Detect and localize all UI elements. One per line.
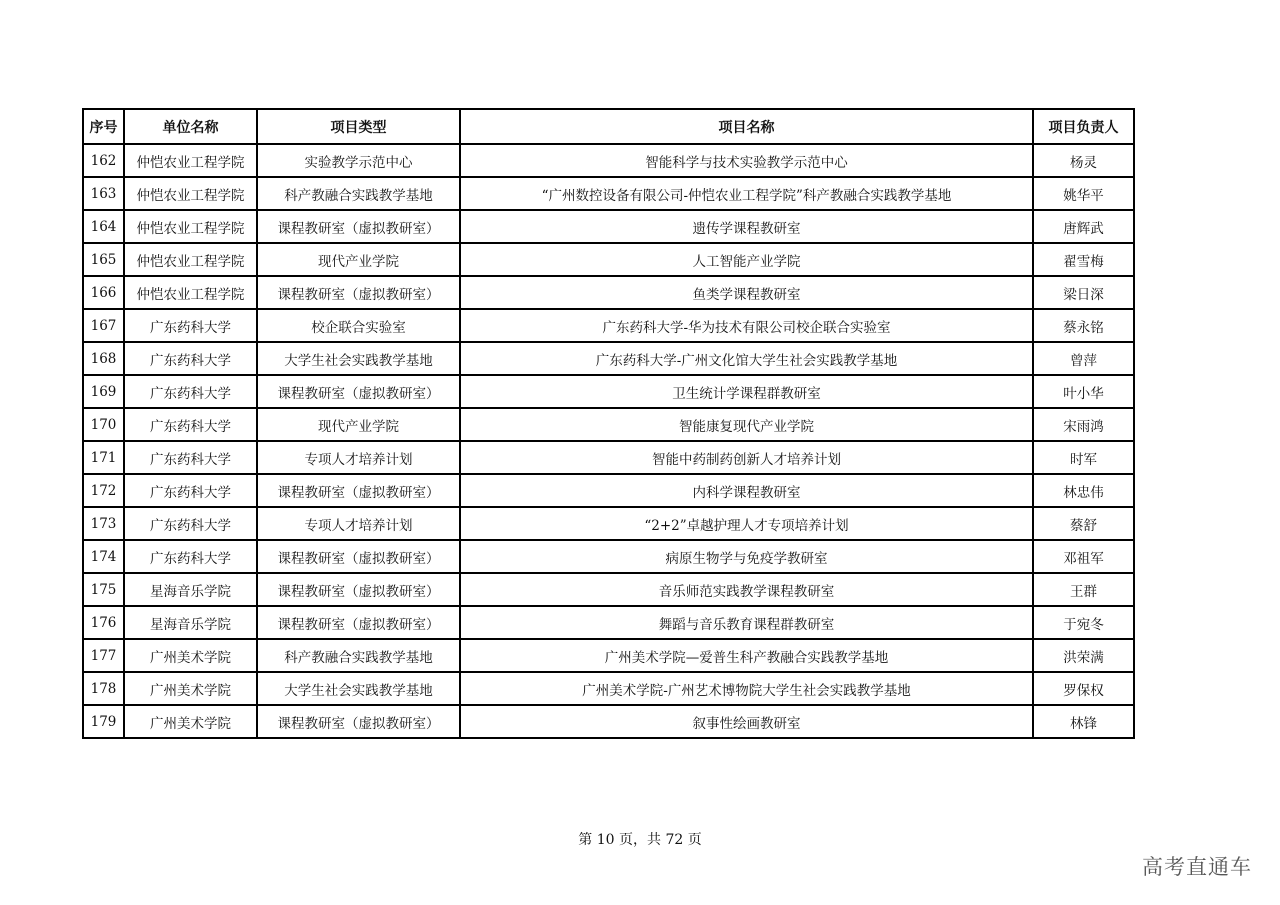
cell-project-leader: 唐辉武 xyxy=(1033,210,1134,243)
cell-project-leader: 翟雪梅 xyxy=(1033,243,1134,276)
cell-project-name: 人工智能产业学院 xyxy=(460,243,1033,276)
cell-unit-name: 广东药科大学 xyxy=(124,474,257,507)
cell-project-leader: 罗保权 xyxy=(1033,672,1134,705)
cell-project-name: 广东药科大学-华为技术有限公司校企联合实验室 xyxy=(460,309,1033,342)
cell-unit-name: 仲恺农业工程学院 xyxy=(124,243,257,276)
cell-project-type: 大学生社会实践教学基地 xyxy=(257,342,460,375)
header-serial-number: 序号 xyxy=(83,109,124,144)
cell-unit-name: 广州美术学院 xyxy=(124,705,257,738)
header-project-name: 项目名称 xyxy=(460,109,1033,144)
cell-project-type: 大学生社会实践教学基地 xyxy=(257,672,460,705)
cell-unit-name: 星海音乐学院 xyxy=(124,606,257,639)
cell-project-name: 智能科学与技术实验教学示范中心 xyxy=(460,144,1033,177)
table-row xyxy=(83,342,1134,375)
table-row xyxy=(83,540,1134,573)
cell-project-type: 课程教研室（虚拟教研室） xyxy=(257,540,460,573)
cell-serial-number: 167 xyxy=(83,309,124,342)
cell-project-type: 校企联合实验室 xyxy=(257,309,460,342)
cell-project-name: 广州美术学院-广州艺术博物院大学生社会实践教学基地 xyxy=(460,672,1033,705)
cell-project-leader: 林忠伟 xyxy=(1033,474,1134,507)
cell-serial-number: 170 xyxy=(83,408,124,441)
cell-serial-number: 172 xyxy=(83,474,124,507)
cell-serial-number: 179 xyxy=(83,705,124,738)
cell-serial-number: 164 xyxy=(83,210,124,243)
cell-serial-number: 165 xyxy=(83,243,124,276)
table-row xyxy=(83,144,1134,177)
cell-project-type: 课程教研室（虚拟教研室） xyxy=(257,276,460,309)
cell-project-name: 智能康复现代产业学院 xyxy=(460,408,1033,441)
cell-unit-name: 广州美术学院 xyxy=(124,672,257,705)
cell-unit-name: 星海音乐学院 xyxy=(124,573,257,606)
cell-project-name: 鱼类学课程教研室 xyxy=(460,276,1033,309)
cell-project-name: 音乐师范实践教学课程教研室 xyxy=(460,573,1033,606)
cell-project-leader: 姚华平 xyxy=(1033,177,1134,210)
cell-project-name: 内科学课程教研室 xyxy=(460,474,1033,507)
table-row xyxy=(83,606,1134,639)
cell-unit-name: 仲恺农业工程学院 xyxy=(124,276,257,309)
cell-serial-number: 178 xyxy=(83,672,124,705)
cell-project-name: 智能中药制药创新人才培养计划 xyxy=(460,441,1033,474)
cell-project-leader: 曾萍 xyxy=(1033,342,1134,375)
cell-serial-number: 173 xyxy=(83,507,124,540)
cell-project-type: 专项人才培养计划 xyxy=(257,441,460,474)
cell-project-type: 课程教研室（虚拟教研室） xyxy=(257,705,460,738)
cell-serial-number: 162 xyxy=(83,144,124,177)
cell-project-leader: 时军 xyxy=(1033,441,1134,474)
cell-serial-number: 166 xyxy=(83,276,124,309)
cell-project-type: 课程教研室（虚拟教研室） xyxy=(257,210,460,243)
table-row xyxy=(83,177,1134,210)
header-project-type: 项目类型 xyxy=(257,109,460,144)
cell-project-leader: 蔡永铭 xyxy=(1033,309,1134,342)
cell-project-type: 课程教研室（虚拟教研室） xyxy=(257,573,460,606)
cell-unit-name: 广东药科大学 xyxy=(124,540,257,573)
table-header xyxy=(83,109,1134,144)
cell-project-leader: 蔡舒 xyxy=(1033,507,1134,540)
cell-project-type: 现代产业学院 xyxy=(257,243,460,276)
table-row xyxy=(83,375,1134,408)
header-project-leader: 项目负责人 xyxy=(1033,109,1134,144)
cell-serial-number: 177 xyxy=(83,639,124,672)
cell-project-name: 遗传学课程教研室 xyxy=(460,210,1033,243)
table-row xyxy=(83,672,1134,705)
cell-project-type: 科产教融合实践教学基地 xyxy=(257,639,460,672)
project-list-table xyxy=(82,108,1135,739)
cell-project-leader: 于宛冬 xyxy=(1033,606,1134,639)
cell-project-type: 课程教研室（虚拟教研室） xyxy=(257,474,460,507)
cell-project-leader: 林锋 xyxy=(1033,705,1134,738)
cell-project-type: 现代产业学院 xyxy=(257,408,460,441)
cell-project-leader: 洪荣满 xyxy=(1033,639,1134,672)
cell-project-name: “2+2”卓越护理人才专项培养计划 xyxy=(460,507,1033,540)
cell-unit-name: 广州美术学院 xyxy=(124,639,257,672)
cell-unit-name: 仲恺农业工程学院 xyxy=(124,144,257,177)
cell-project-name: 病原生物学与免疫学教研室 xyxy=(460,540,1033,573)
cell-project-type: 科产教融合实践教学基地 xyxy=(257,177,460,210)
cell-project-leader: 王群 xyxy=(1033,573,1134,606)
table-row xyxy=(83,210,1134,243)
header-unit-name: 单位名称 xyxy=(124,109,257,144)
cell-unit-name: 广东药科大学 xyxy=(124,342,257,375)
table-row xyxy=(83,243,1134,276)
cell-serial-number: 168 xyxy=(83,342,124,375)
table-row xyxy=(83,474,1134,507)
cell-serial-number: 169 xyxy=(83,375,124,408)
cell-project-name: “广州数控设备有限公司-仲恺农业工程学院”科产教融合实践教学基地 xyxy=(460,177,1033,210)
cell-project-name: 广东药科大学-广州文化馆大学生社会实践教学基地 xyxy=(460,342,1033,375)
cell-serial-number: 174 xyxy=(83,540,124,573)
cell-project-leader: 杨灵 xyxy=(1033,144,1134,177)
cell-unit-name: 广东药科大学 xyxy=(124,375,257,408)
cell-project-name: 舞蹈与音乐教育课程群教研室 xyxy=(460,606,1033,639)
cell-serial-number: 171 xyxy=(83,441,124,474)
cell-project-name: 广州美术学院—爱普生科产教融合实践教学基地 xyxy=(460,639,1033,672)
cell-project-leader: 宋雨鸿 xyxy=(1033,408,1134,441)
table-body xyxy=(83,144,1134,738)
table-row xyxy=(83,441,1134,474)
cell-unit-name: 仲恺农业工程学院 xyxy=(124,177,257,210)
cell-project-name: 卫生统计学课程群教研室 xyxy=(460,375,1033,408)
table-row xyxy=(83,573,1134,606)
cell-project-type: 课程教研室（虚拟教研室） xyxy=(257,375,460,408)
cell-unit-name: 广东药科大学 xyxy=(124,408,257,441)
table-row xyxy=(83,276,1134,309)
cell-project-name: 叙事性绘画教研室 xyxy=(460,705,1033,738)
table-row xyxy=(83,408,1134,441)
table-row xyxy=(83,507,1134,540)
cell-project-type: 课程教研室（虚拟教研室） xyxy=(257,606,460,639)
page-number: 第 10 页，共 72 页 xyxy=(578,832,702,848)
cell-project-type: 专项人才培养计划 xyxy=(257,507,460,540)
table-row xyxy=(83,309,1134,342)
table-row xyxy=(83,705,1134,738)
cell-unit-name: 广东药科大学 xyxy=(124,507,257,540)
cell-unit-name: 仲恺农业工程学院 xyxy=(124,210,257,243)
table-row xyxy=(83,639,1134,672)
cell-project-type: 实验教学示范中心 xyxy=(257,144,460,177)
watermark-text: 高考直通车 xyxy=(1142,855,1252,879)
cell-project-leader: 邓祖军 xyxy=(1033,540,1134,573)
cell-serial-number: 176 xyxy=(83,606,124,639)
cell-unit-name: 广东药科大学 xyxy=(124,441,257,474)
cell-project-leader: 梁日深 xyxy=(1033,276,1134,309)
cell-project-leader: 叶小华 xyxy=(1033,375,1134,408)
cell-unit-name: 广东药科大学 xyxy=(124,309,257,342)
cell-serial-number: 175 xyxy=(83,573,124,606)
cell-serial-number: 163 xyxy=(83,177,124,210)
header-row xyxy=(83,109,1134,144)
